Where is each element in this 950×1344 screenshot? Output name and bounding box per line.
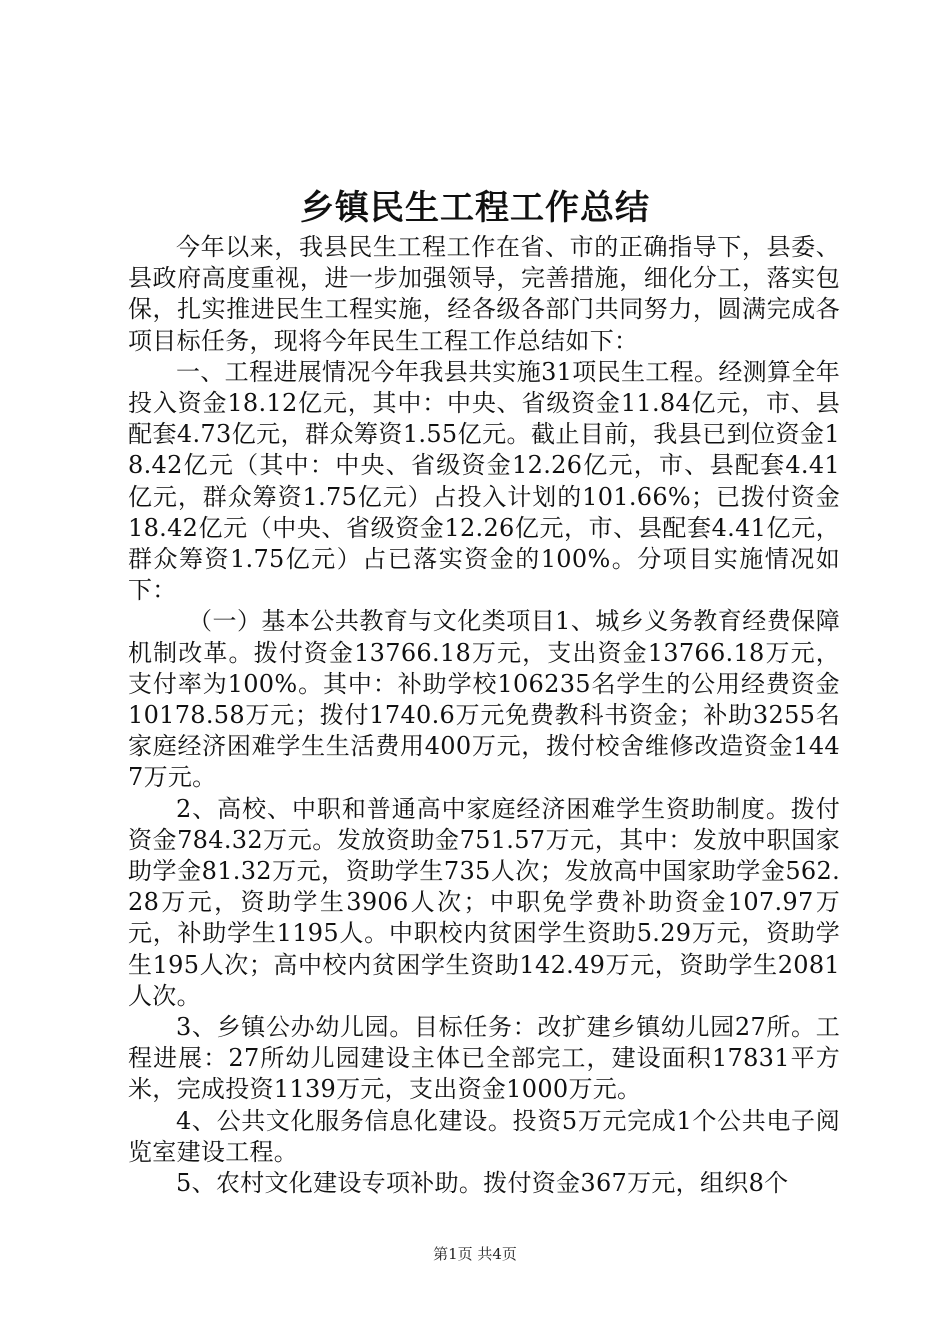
- paragraph-intro: 今年以来，我县民生工程工作在省、市的正确指导下，县委、县政府高度重视，进一步加强领导，完善措施，细化分工，落实包保，扎实推进民生工程实施，经各级各部门共同努力，圆满完成各项目标任务，现将今年民生工程工作总结如下：: [128, 233, 840, 355]
- page-indicator: 第1页 共4页: [433, 1245, 517, 1263]
- paragraph-progress: 一、工程进展情况今年我县共实施31项民生工程。经测算全年投入资金18.12亿元，其中：中央、省级资金11.84亿元，市、县配套4.73亿元，群众筹资1.55亿元。截止目前，我县已到位资金18.42亿元（其中：中央、省级资金12.26亿元，市、县配套4.41亿元，群众筹资1.75亿元）占投入计划的101.66%；已拨付资金18.42亿元（中央、省级资金12.26亿元，市、县配套4.41亿元，群众筹资1.75亿元）占已落实资金的100%。分项目实施情况如下：: [128, 357, 840, 605]
- paragraph-education-2: 2、高校、中职和普通高中家庭经济困难学生资助制度。拨付资金784.32万元。发放资助金751.57万元，其中：发放中职国家助学金81.32万元，资助学生735人次；发放高中国家助学金562.28万元，资助学生3906人次；中职免学费补助资金107.97万元，补助学生1195人。中职校内贫困学生资助5.29万元，资助学生195人次；高中校内贫困学生资助142.49万元，资助学生2081人次。: [128, 794, 840, 1010]
- paragraph-education-1: （一）基本公共教育与文化类项目1、城乡义务教育经费保障机制改革。拨付资金13766.18万元，支出资金13766.18万元，支付率为100%。其中：补助学校106235名学生的公用经费资金10178.58万元；拨付1740.6万元免费教科书资金；补助3255名家庭经济困难学生生活费用400万元，拨付校舍维修改造资金1447万元。: [128, 607, 840, 792]
- page-title: 乡镇民生工程工作总结: [300, 188, 650, 228]
- paragraph-rural-culture: 5、农村文化建设专项补助。拨付资金367万元，组织8个: [176, 1169, 789, 1198]
- document-body: [128, 232, 840, 1199]
- paragraph-culture-info: 4、公共文化服务信息化建设。投资5万元完成1个公共电子阅览室建设工程。: [128, 1106, 840, 1166]
- paragraph-kindergarten: 3、乡镇公办幼儿园。目标任务：改扩建乡镇幼儿园27所。工程进展：27所幼儿园建设主体已全部完工，建设面积17831平方米，完成投资1139万元，支出资金1000万元。: [128, 1013, 840, 1104]
